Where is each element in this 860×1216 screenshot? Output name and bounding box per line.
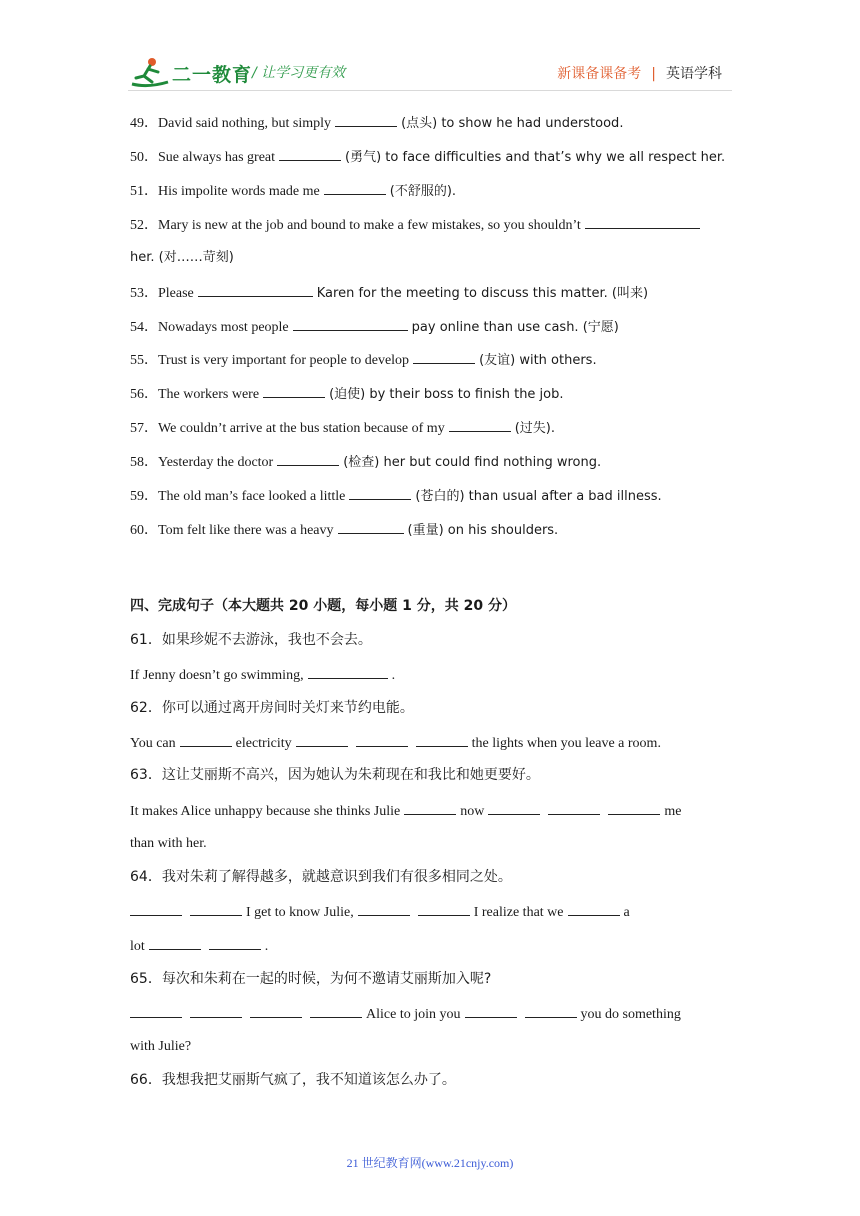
question-53: 53．Please Karen for the meeting to discuss this matter. (叫来): [130, 282, 648, 304]
answer-blank[interactable]: [310, 1003, 362, 1018]
answer-blank[interactable]: [263, 383, 325, 398]
answer-blank[interactable]: [465, 1003, 517, 1018]
question-63-cn: 63．这让艾丽斯不高兴，因为她认为朱莉现在和我比和她更要好。: [130, 767, 540, 783]
answer-blank[interactable]: [180, 732, 232, 747]
answer-blank[interactable]: [356, 732, 408, 747]
answer-blank[interactable]: [358, 901, 410, 916]
question-65-cont: with Julie?: [130, 1039, 192, 1054]
answer-blank[interactable]: [190, 901, 242, 916]
question-65-cn: 65．每次和朱莉在一起的时候，为何不邀请艾丽斯加入呢?: [130, 971, 492, 987]
question-62-cn: 62．你可以通过离开房间时关灯来节约电能。: [130, 700, 414, 716]
answer-blank[interactable]: [293, 316, 408, 331]
question-49: 49．David said nothing, but simply (点头) to show he had understood.: [130, 112, 623, 134]
answer-blank[interactable]: [416, 732, 468, 747]
question-65-en: Alice to join you you do something: [130, 1003, 681, 1025]
answer-blank[interactable]: [209, 935, 261, 950]
section-title: 四、完成句子（本大题共 20 小题，每小题 1 分，共 20 分）: [130, 598, 516, 614]
answer-blank[interactable]: [130, 1003, 182, 1018]
answer-blank[interactable]: [250, 1003, 302, 1018]
header-subject-label: 英语学科: [666, 66, 722, 82]
answer-blank[interactable]: [296, 732, 348, 747]
question-52-cont: her. (对……苛刻): [130, 250, 234, 265]
question-56: 56．The workers were (迫使) by their boss to finish the job.: [130, 383, 564, 405]
answer-blank[interactable]: [308, 664, 388, 679]
question-61-cn: 61．如果珍妮不去游泳，我也不会去。: [130, 632, 372, 648]
question-64-cont: lot .: [130, 935, 268, 957]
answer-blank[interactable]: [404, 800, 456, 815]
question-64-en: I get to know Julie, I realize that we a: [130, 901, 630, 923]
header-right: [557, 63, 722, 83]
question-59: 59．The old man’s face looked a little (苍白的) than usual after a bad illness.: [130, 485, 662, 507]
answer-blank[interactable]: [488, 800, 540, 815]
answer-blank[interactable]: [548, 800, 600, 815]
answer-blank[interactable]: [279, 146, 341, 161]
answer-blank[interactable]: [335, 112, 397, 127]
question-63-cont: than with her.: [130, 836, 207, 851]
answer-blank[interactable]: [277, 451, 339, 466]
answer-blank[interactable]: [449, 417, 511, 432]
question-60: 60．Tom felt like there was a heavy (重量) on his shoulders.: [130, 519, 558, 541]
page-footer: 21 世纪教育网(www.21cnjy.com): [346, 1156, 514, 1170]
answer-blank[interactable]: [608, 800, 660, 815]
page-header: [0, 0, 860, 100]
answer-blank[interactable]: [525, 1003, 577, 1018]
answer-blank[interactable]: [190, 1003, 242, 1018]
answer-blank[interactable]: [198, 282, 313, 297]
answer-blank[interactable]: [568, 901, 620, 916]
answer-blank[interactable]: [324, 180, 386, 195]
header-slogan: / 让学习更有效: [252, 65, 346, 81]
answer-blank[interactable]: [418, 901, 470, 916]
header-divider: [128, 90, 732, 91]
question-64-cn: 64．我对朱莉了解得越多，就越意识到我们有很多相同之处。: [130, 869, 512, 885]
question-57: 57．We couldn’t arrive at the bus station because of my (过失).: [130, 417, 555, 439]
question-61-en: If Jenny doesn’t go swimming, .: [130, 664, 395, 686]
question-63-en: It makes Alice unhappy because she thinks Julie now me: [130, 800, 681, 822]
question-55: 55．Trust is very important for people to develop (友谊) with others.: [130, 349, 597, 371]
header-course-label: 新课备课备考: [557, 66, 642, 82]
header-separator: |: [651, 66, 656, 82]
answer-blank[interactable]: [413, 349, 475, 364]
question-52: 52．Mary is new at the job and bound to make a few mistakes, so you shouldn’t: [130, 214, 704, 236]
question-58: 58．Yesterday the doctor (检查) her but could find nothing wrong.: [130, 451, 601, 473]
answer-blank[interactable]: [349, 485, 411, 500]
question-62-en: You can electricity the lights when you leave a room.: [130, 732, 661, 754]
question-66-cn: 66．我想我把艾丽斯气疯了，我不知道该怎么办了。: [130, 1072, 456, 1088]
answer-blank[interactable]: [149, 935, 201, 950]
question-54: 54．Nowadays most people pay online than use cash. (宁愿): [130, 316, 619, 338]
question-51: 51．His impolite words made me (不舒服的).: [130, 180, 456, 202]
answer-blank[interactable]: [338, 519, 404, 534]
answer-blank[interactable]: [130, 901, 182, 916]
question-50: 50．Sue always has great (勇气) to face difficulties and that’s why we all respect her.: [130, 146, 725, 168]
logo-text: 二一教育: [172, 64, 253, 86]
answer-blank[interactable]: [585, 214, 700, 229]
